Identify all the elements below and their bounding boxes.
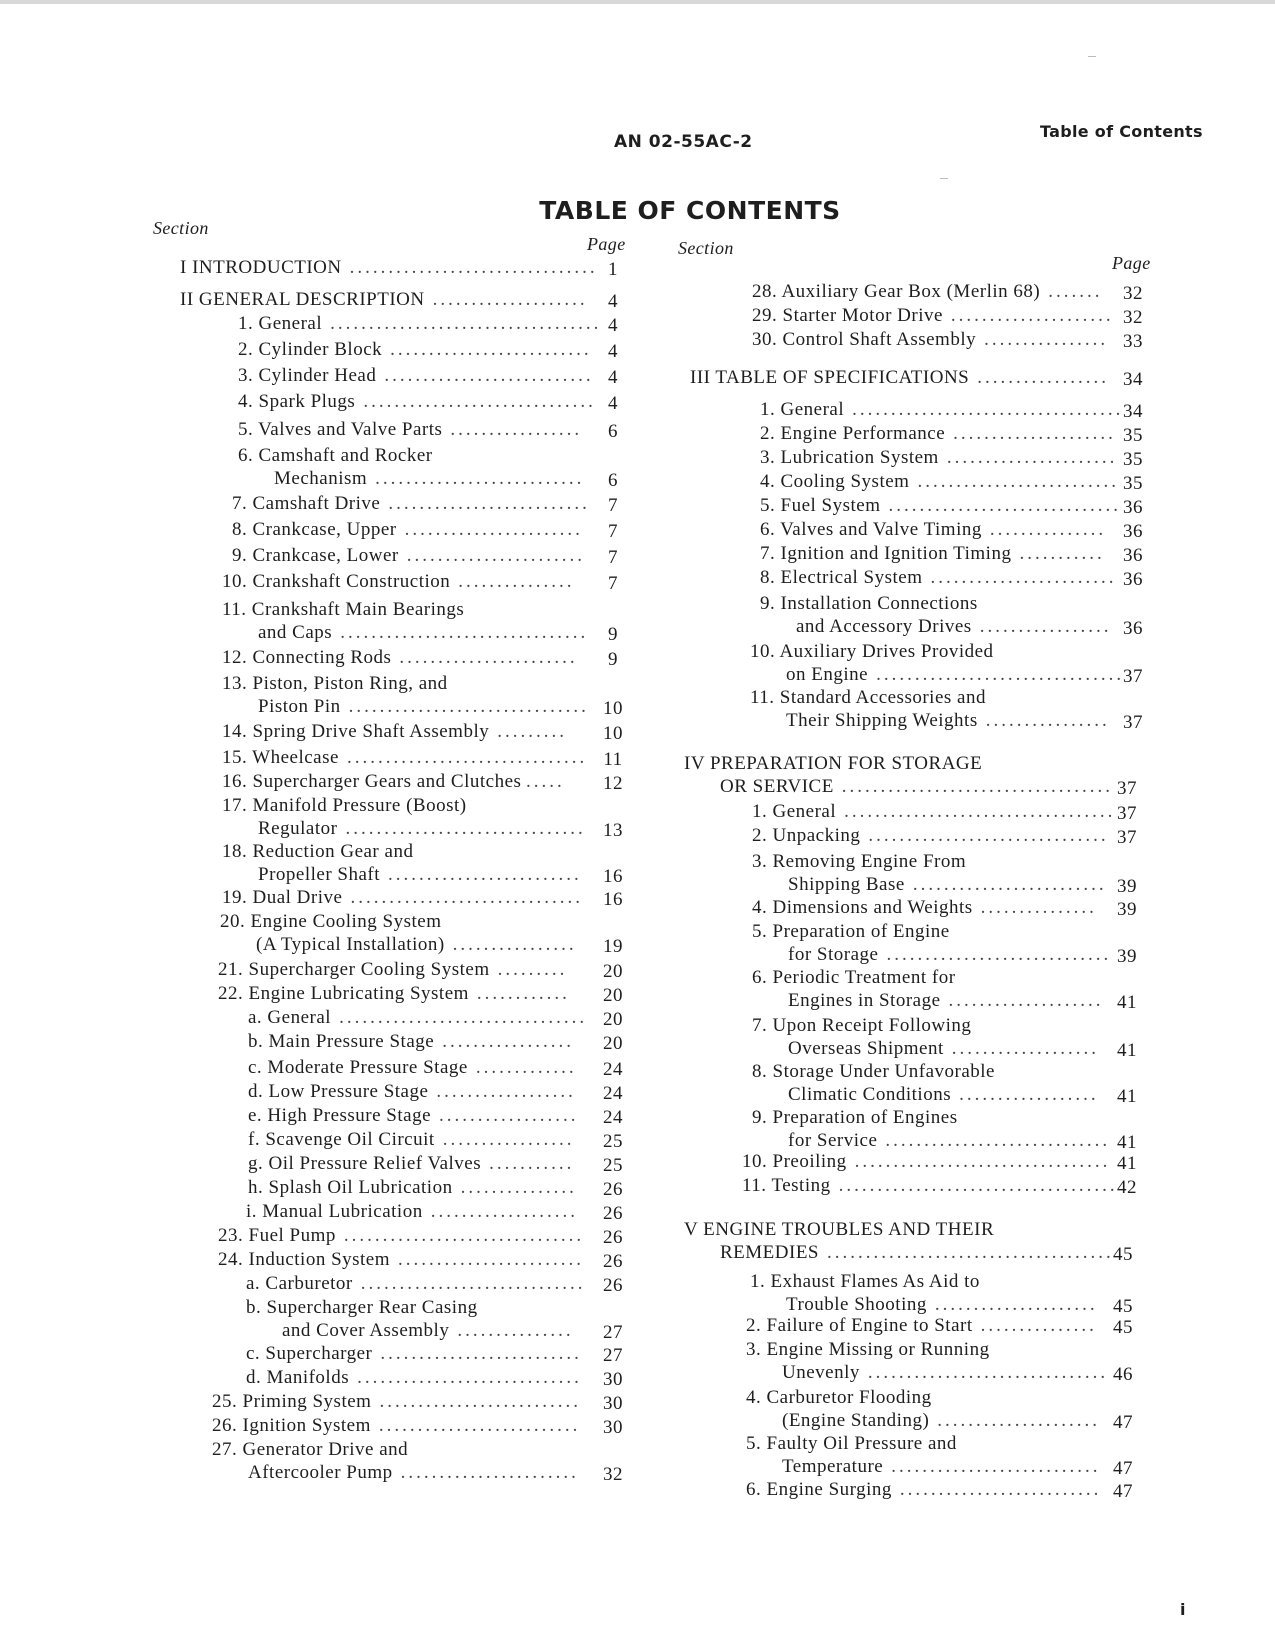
leader-dots: ................................ <box>876 664 1125 685</box>
toc-entry-label: 25. Priming System <box>212 1391 372 1412</box>
toc-entry-label: 22. Engine Lubricating System <box>218 983 469 1004</box>
toc-page-number: 20 <box>603 1009 623 1030</box>
toc-entry-label: 2. Failure of Engine to Start <box>746 1315 973 1336</box>
toc-page-number: 39 <box>1117 946 1137 967</box>
toc-entry-label-continued: Mechanism <box>274 468 368 489</box>
toc-page-number: 7 <box>608 547 618 568</box>
toc-entry-label-continued: for Service <box>788 1130 878 1151</box>
leader-dots: ............... <box>980 897 1097 918</box>
leader-dots: ........................... <box>384 365 594 386</box>
toc-entry-label-continued: on Engine <box>786 664 869 685</box>
toc-entry-label: 6. Camshaft and Rocker <box>238 445 433 466</box>
toc-page-number: 46 <box>1113 1364 1133 1385</box>
toc-page-number: 34 <box>1123 369 1143 390</box>
toc-entry-label: i. Manual Lubrication <box>246 1201 423 1222</box>
leader-dots: ........................ <box>930 567 1117 588</box>
toc-entry-label: 4. Dimensions and Weights <box>752 897 973 918</box>
toc-page-number: 24 <box>603 1107 623 1128</box>
toc-page-number: 7 <box>608 521 618 542</box>
toc-entry-label: 11. Crankshaft Main Bearings <box>222 599 465 620</box>
toc-entry-label: h. Splash Oil Lubrication <box>248 1177 453 1198</box>
toc-page-number: 4 <box>608 393 618 414</box>
toc-entry-label-continued: Shipping Base <box>788 874 905 895</box>
toc-page-number: 11 <box>603 749 623 770</box>
leader-dots: .......................... <box>379 1391 581 1412</box>
leader-dots: ......... <box>497 959 568 980</box>
leader-dots: ................................ <box>340 622 589 643</box>
toc-entry-label: 14. Spring Drive Shaft Assembly <box>222 721 490 742</box>
toc-page-number: 20 <box>603 961 623 982</box>
leader-dots: ................. <box>977 367 1109 388</box>
leader-dots: ............................... <box>346 747 588 768</box>
toc-page-number: 9 <box>608 649 618 670</box>
toc-page-number: 41 <box>1117 1153 1137 1174</box>
toc-entry-label: IV PREPARATION FOR STORAGE <box>684 753 983 774</box>
toc-entry-label: 18. Reduction Gear and <box>222 841 414 862</box>
leader-dots: ................... <box>430 1201 578 1222</box>
toc-page-number: 16 <box>603 889 623 910</box>
toc-entry-label: 10. Preoiling <box>742 1151 847 1172</box>
leader-dots: ..... <box>526 771 565 792</box>
toc-entry-label-continued: Propeller Shaft <box>258 864 381 885</box>
leader-dots: ............................... <box>868 825 1109 846</box>
toc-entry-label: 17. Manifold Pressure (Boost) <box>222 795 467 816</box>
leader-dots: ................................... <box>844 801 1116 822</box>
toc-entry-label: 2. Cylinder Block <box>238 339 383 360</box>
toc-entry-label-continued: Overseas Shipment <box>788 1038 944 1059</box>
leader-dots: ..................... <box>934 1294 1098 1315</box>
toc-entry-label: 20. Engine Cooling System <box>220 911 442 932</box>
leader-dots: ............................. <box>357 1367 582 1388</box>
leader-dots: ....................... <box>406 545 585 566</box>
toc-entry-label: c. Moderate Pressure Stage <box>248 1057 468 1078</box>
leader-dots: ............................... <box>867 1362 1109 1383</box>
leader-dots: .......................... <box>380 1343 582 1364</box>
toc-page-number: 36 <box>1123 497 1143 518</box>
toc-page-number: 36 <box>1123 545 1143 566</box>
toc-entry-label-continued: Regulator <box>258 818 338 839</box>
toc-entry-label: 5. Preparation of Engine <box>752 921 950 942</box>
leader-dots: ................................... <box>852 399 1124 420</box>
toc-entry-label: d. Manifolds <box>246 1367 350 1388</box>
scan-mark <box>940 178 948 179</box>
toc-page-number: 25 <box>603 1131 623 1152</box>
leader-dots: ............................. <box>885 1130 1111 1151</box>
leader-dots: .................. <box>959 1084 1099 1105</box>
toc-page-number: 37 <box>1117 803 1137 824</box>
toc-page-number: 37 <box>1117 827 1137 848</box>
toc-page-number: 9 <box>608 624 618 645</box>
toc-entry-label-continued: Unevenly <box>782 1362 860 1383</box>
leader-dots: ..................................... <box>827 1242 1114 1263</box>
toc-entry-right-5-preparation-of-engine[interactable] <box>0 920 1275 966</box>
toc-entry-label: 26. Ignition System <box>212 1415 371 1436</box>
toc-page-number: 37 <box>1117 778 1137 799</box>
toc-entry-label-continued: Temperature <box>782 1456 884 1477</box>
leader-dots: ......................... <box>912 874 1107 895</box>
leader-dots: ..................... <box>950 305 1114 326</box>
toc-entry-label: 15. Wheelcase <box>222 747 339 768</box>
toc-page-number: 4 <box>608 291 618 312</box>
toc-entry-label: 9. Installation Connections <box>760 593 978 614</box>
toc-page-number: 7 <box>608 573 618 594</box>
toc-entry-label: 4. Carburetor Flooding <box>746 1387 932 1408</box>
toc-entry-right-3-engine-missing-or-running[interactable] <box>0 1338 1275 1388</box>
toc-entry-label-continued: (A Typical Installation) <box>256 934 445 955</box>
leader-dots: ..................... <box>953 423 1116 444</box>
toc-page-number: 45 <box>1113 1296 1133 1317</box>
leader-dots: ............................... <box>343 1225 585 1246</box>
left-page-column-label: Page <box>587 234 626 254</box>
toc-entry-right-9-installation-connections[interactable] <box>0 592 1275 638</box>
toc-page-number: 41 <box>1117 1086 1137 1107</box>
toc-page-number: 20 <box>603 1033 623 1054</box>
toc-page-number: 47 <box>1113 1458 1133 1479</box>
leader-dots: ................. <box>442 1031 574 1052</box>
leader-dots: ................. <box>442 1129 575 1150</box>
leader-dots: ................................... <box>841 776 1114 797</box>
toc-entry-right-3-removing-engine-from[interactable] <box>0 850 1275 896</box>
leader-dots: ....... <box>1048 281 1103 302</box>
leader-dots: ...................... <box>946 447 1118 468</box>
toc-page-number: 36 <box>1123 618 1143 639</box>
leader-dots: ............... <box>457 1320 574 1341</box>
leader-dots: ............ <box>476 983 570 1004</box>
toc-entry-label-continued: for Storage <box>788 944 879 965</box>
toc-entry-label: g. Oil Pressure Relief Valves <box>248 1153 482 1174</box>
leader-dots: .......................... <box>899 1479 1102 1500</box>
toc-entry-label: 13. Piston, Piston Ring, and <box>222 673 448 694</box>
toc-entry-label-continued: and Accessory Drives <box>796 616 972 637</box>
toc-entry-label: b. Main Pressure Stage <box>248 1031 435 1052</box>
toc-entry-label: 9. Crankcase, Lower <box>232 545 399 566</box>
page-top-edge <box>0 0 1275 4</box>
toc-entry-label: 8. Electrical System <box>760 567 923 588</box>
toc-entry-label: b. Supercharger Rear Casing <box>246 1297 478 1318</box>
left-section-column-label: Section <box>153 218 209 238</box>
toc-entry-label: a. General <box>248 1007 332 1028</box>
toc-entry-label-continued: Piston Pin <box>258 696 341 717</box>
toc-entry-right-v-engine-troubles-and-their[interactable] <box>0 1218 1275 1264</box>
leader-dots: .......................... <box>390 339 592 360</box>
leader-dots: .................... <box>432 289 588 310</box>
toc-page-number: 1 <box>608 259 618 280</box>
toc-entry-right-6-engine-surging[interactable] <box>0 1478 1275 1524</box>
leader-dots: ....................... <box>399 647 578 668</box>
leader-dots: ................. <box>450 419 583 440</box>
toc-entry-label: 7. Ignition and Ignition Timing <box>760 543 1012 564</box>
toc-entry-label: 2. Engine Performance <box>760 423 946 444</box>
toc-entry-label: 5. Valves and Valve Parts <box>238 419 443 440</box>
toc-entry-label: a. Carburetor <box>246 1273 353 1294</box>
leader-dots: ................................... <box>330 313 602 334</box>
toc-entry-label: 6. Engine Surging <box>746 1479 892 1500</box>
leader-dots: .......................... <box>388 493 590 514</box>
toc-page-number: 6 <box>608 421 618 442</box>
toc-page-number: 26 <box>603 1227 623 1248</box>
toc-entry-right-4-carburetor-flooding[interactable] <box>0 1386 1275 1436</box>
right-section-column-label: Section <box>678 238 734 258</box>
toc-entry-label: V ENGINE TROUBLES AND THEIR <box>684 1219 995 1240</box>
toc-page-number: 12 <box>603 773 623 794</box>
toc-entry-label: 4. Cooling System <box>760 471 910 492</box>
toc-page-number: 26 <box>603 1275 623 1296</box>
leader-dots: .............................. <box>363 391 596 412</box>
toc-page-number: 33 <box>1123 331 1143 352</box>
toc-entry-label-continued: Climatic Conditions <box>788 1084 952 1105</box>
leader-dots: ............... <box>460 1177 577 1198</box>
toc-page-number: 32 <box>603 1464 623 1485</box>
toc-entry-label: 6. Valves and Valve Timing <box>760 519 982 540</box>
toc-entry-right-11-standard-accessories-and[interactable] <box>0 686 1275 732</box>
leader-dots: ........................... <box>375 468 585 489</box>
toc-page-number: 36 <box>1123 569 1143 590</box>
toc-entry-label: d. Low Pressure Stage <box>248 1081 429 1102</box>
leader-dots: ........................ <box>398 1249 585 1270</box>
toc-entry-label: 7. Camshaft Drive <box>232 493 381 514</box>
toc-entry-right-5-faulty-oil-pressure-and[interactable] <box>0 1432 1275 1478</box>
toc-page-number: 37 <box>1123 666 1143 687</box>
toc-entry-right-11-testing[interactable] <box>0 1174 1275 1220</box>
leader-dots: .................. <box>436 1081 576 1102</box>
leader-dots: ............................. <box>886 944 1112 965</box>
toc-page-number: 24 <box>603 1059 623 1080</box>
toc-entry-label: 1. General <box>238 313 323 334</box>
leader-dots: ............. <box>475 1057 577 1078</box>
leader-dots: ........................... <box>891 1456 1101 1477</box>
toc-entry-label: 28. Auxiliary Gear Box (Merlin 68) <box>752 281 1041 302</box>
toc-page-number: 19 <box>603 936 623 957</box>
toc-page-number: 30 <box>603 1393 623 1414</box>
toc-entry-label-continued: Engines in Storage <box>788 990 941 1011</box>
leader-dots: ....................... <box>404 519 583 540</box>
leader-dots: ......................... <box>388 864 582 885</box>
running-head: Table of Contents <box>1040 122 1203 141</box>
toc-page-number: 39 <box>1117 899 1137 920</box>
toc-entry-label: 3. Removing Engine From <box>752 851 967 872</box>
leader-dots: ........... <box>489 1153 575 1174</box>
toc-entry-label-continued: Their Shipping Weights <box>786 710 978 731</box>
toc-entry-label: 12. Connecting Rods <box>222 647 392 668</box>
toc-page-number: 34 <box>1123 401 1143 422</box>
toc-page-number: 25 <box>603 1155 623 1176</box>
toc-page-number: 41 <box>1117 1132 1137 1153</box>
toc-page-number: 24 <box>603 1083 623 1104</box>
toc-page-number: 13 <box>603 820 623 841</box>
toc-page-number: 20 <box>603 985 623 1006</box>
toc-entry-label: 10. Crankshaft Construction <box>222 571 451 592</box>
toc-entry-label-continued: (Engine Standing) <box>782 1410 930 1431</box>
toc-page-number: 10 <box>603 723 623 744</box>
toc-entry-right-10-auxiliary-drives-provided[interactable] <box>0 640 1275 686</box>
toc-page-number: 26 <box>603 1179 623 1200</box>
toc-entry-label: II GENERAL DESCRIPTION <box>180 289 425 310</box>
toc-page-number: 36 <box>1123 521 1143 542</box>
leader-dots: .................... <box>948 990 1104 1011</box>
toc-page-number: 47 <box>1113 1481 1133 1502</box>
toc-page-number: 41 <box>1117 992 1137 1013</box>
toc-entry-label-continued: Trouble Shooting <box>786 1294 927 1315</box>
toc-page-number: 41 <box>1117 1040 1137 1061</box>
leader-dots: ............... <box>458 571 575 592</box>
toc-entry-right-9-preparation-of-engines[interactable] <box>0 1106 1275 1152</box>
toc-page-number: 4 <box>608 341 618 362</box>
leader-dots: ................. <box>979 616 1112 637</box>
leader-dots: ........... <box>1019 543 1105 564</box>
toc-page-number: 26 <box>603 1203 623 1224</box>
toc-entry-label: 9. Preparation of Engines <box>752 1107 958 1128</box>
leader-dots: ................................. <box>854 1151 1111 1172</box>
toc-page-number: 35 <box>1123 425 1143 446</box>
toc-entry-label-continued: and Cover Assembly <box>282 1320 450 1341</box>
toc-page-number: 30 <box>603 1369 623 1390</box>
toc-page-number: 6 <box>608 470 618 491</box>
toc-entry-label: 2. Unpacking <box>752 825 861 846</box>
toc-entry-right-7-upon-receipt-following[interactable] <box>0 1014 1275 1060</box>
toc-entry-right-6-periodic-treatment-for[interactable] <box>0 966 1275 1012</box>
toc-entry-label: 4. Spark Plugs <box>238 391 356 412</box>
toc-entry-right-1-exhaust-flames-as-aid-to[interactable] <box>0 1270 1275 1316</box>
toc-page-number: 7 <box>608 495 618 516</box>
toc-entry-label: III TABLE OF SPECIFICATIONS <box>690 367 970 388</box>
toc-entry-right-iv-preparation-for-storage[interactable] <box>0 752 1275 798</box>
toc-page-number: 10 <box>603 698 623 719</box>
toc-entry-label: e. High Pressure Stage <box>248 1105 432 1126</box>
leader-dots: .................. <box>439 1105 579 1126</box>
toc-page-number: 37 <box>1123 712 1143 733</box>
toc-entry-label: 1. General <box>760 399 845 420</box>
toc-page-number: 45 <box>1113 1244 1133 1265</box>
toc-entry-label: 11. Standard Accessories and <box>750 687 986 708</box>
toc-entry-label: 7. Upon Receipt Following <box>752 1015 972 1036</box>
toc-entry-label: 21. Supercharger Cooling System <box>218 959 490 980</box>
toc-entry-label: 6. Periodic Treatment for <box>752 967 956 988</box>
scan-mark <box>1088 56 1096 57</box>
leader-dots: .......................... <box>917 471 1119 492</box>
leader-dots: .................................... <box>838 1175 1118 1196</box>
toc-entry-label: 3. Engine Missing or Running <box>746 1339 990 1360</box>
leader-dots: ............... <box>989 519 1107 540</box>
leader-dots: ....................... <box>400 1462 579 1483</box>
leader-dots: ................ <box>984 329 1109 350</box>
leader-dots: ................ <box>452 934 577 955</box>
leader-dots: .............................. <box>350 887 583 908</box>
toc-entry-label: 16. Supercharger Gears and Clutches <box>222 771 522 792</box>
toc-page-number: 4 <box>608 367 618 388</box>
toc-entry-right-8-storage-under-unfavorable[interactable] <box>0 1060 1275 1106</box>
toc-entry-label: 19. Dual Drive <box>222 887 343 908</box>
leader-dots: ..................... <box>937 1410 1101 1431</box>
toc-entry-label: 5. Fuel System <box>760 495 881 516</box>
toc-entry-label: 11. Testing <box>742 1175 831 1196</box>
toc-entry-label: 3. Lubrication System <box>760 447 939 468</box>
leader-dots: ................... <box>951 1038 1099 1059</box>
toc-page-number: 32 <box>1123 307 1143 328</box>
leader-dots: .......................... <box>378 1415 581 1436</box>
toc-page-number: 32 <box>1123 283 1143 304</box>
toc-entry-label: 1. General <box>752 801 837 822</box>
toc-entry-label: f. Scavenge Oil Circuit <box>248 1129 435 1150</box>
toc-page-number: 26 <box>603 1251 623 1272</box>
leader-dots: .............................. <box>888 495 1121 516</box>
toc-entry-label-continued: OR SERVICE <box>720 776 834 797</box>
toc-page-number: 47 <box>1113 1412 1133 1433</box>
toc-entry-label: c. Supercharger <box>246 1343 373 1364</box>
toc-page-number: 35 <box>1123 449 1143 470</box>
toc-entry-label: 8. Storage Under Unfavorable <box>752 1061 995 1082</box>
document-number: AN 02-55AC-2 <box>614 132 753 152</box>
page-title: TABLE OF CONTENTS <box>539 196 841 225</box>
leader-dots: ......... <box>497 721 567 742</box>
leader-dots: ............................... <box>348 696 589 717</box>
toc-entry-label-continued: Aftercooler Pump <box>248 1462 393 1483</box>
toc-entry-label: 24. Induction System <box>218 1249 391 1270</box>
leader-dots: ................................ <box>349 257 598 278</box>
leader-dots: ............... <box>980 1315 1097 1336</box>
toc-entry-label-continued: REMEDIES <box>720 1242 819 1263</box>
toc-page-number: 16 <box>603 866 623 887</box>
toc-entry-label: 10. Auxiliary Drives Provided <box>750 641 994 662</box>
toc-entry-label: I INTRODUCTION <box>180 257 342 278</box>
page-folio: i <box>1180 1600 1186 1619</box>
toc-page-number: 39 <box>1117 876 1137 897</box>
toc-entry-label: 8. Crankcase, Upper <box>232 519 397 540</box>
toc-entry-label: 1. Exhaust Flames As Aid to <box>750 1271 980 1292</box>
toc-page-number: 4 <box>608 315 618 336</box>
toc-entry-label: 3. Cylinder Head <box>238 365 377 386</box>
leader-dots: ................ <box>985 710 1110 731</box>
leader-dots: ............................... <box>345 818 586 839</box>
toc-page-number: 42 <box>1117 1177 1137 1198</box>
toc-page-number: 45 <box>1113 1317 1133 1338</box>
toc-page-number: 35 <box>1123 473 1143 494</box>
toc-page-number: 27 <box>603 1322 623 1343</box>
toc-entry-label-continued: and Caps <box>258 622 333 643</box>
toc-entry-label: 5. Faulty Oil Pressure and <box>746 1433 957 1454</box>
toc-entry-label: 29. Starter Motor Drive <box>752 305 943 326</box>
right-page-column-label: Page <box>1112 253 1151 273</box>
leader-dots: ................................ <box>339 1007 588 1028</box>
toc-entry-label: 23. Fuel Pump <box>218 1225 336 1246</box>
toc-entry-label: 30. Control Shaft Assembly <box>752 329 977 350</box>
toc-page-number: 27 <box>603 1345 623 1366</box>
toc-entry-label: 27. Generator Drive and <box>212 1439 409 1460</box>
leader-dots: ............................. <box>360 1273 586 1294</box>
toc-page-number: 30 <box>603 1417 623 1438</box>
